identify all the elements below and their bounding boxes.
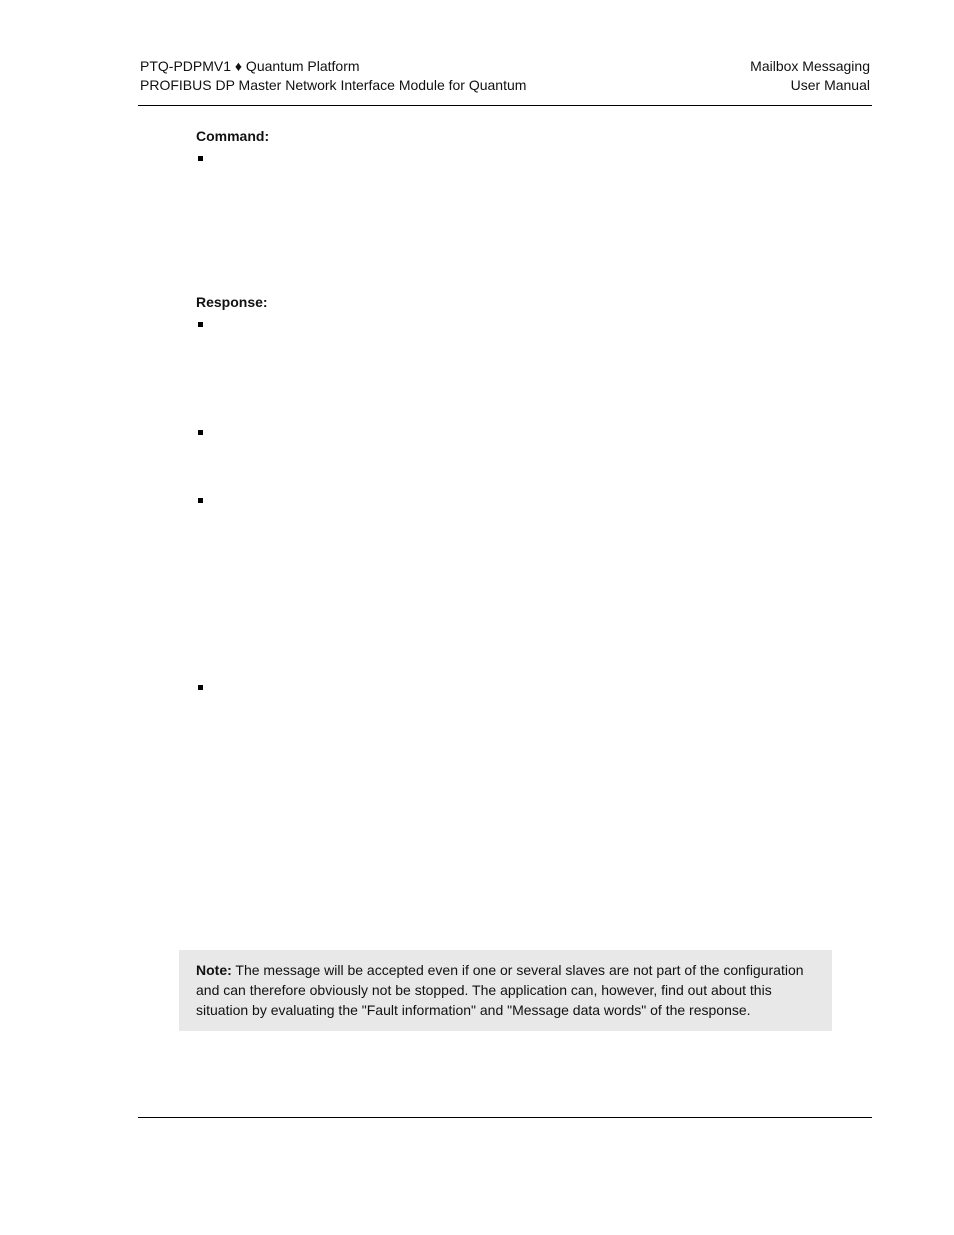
response-bullet-3 <box>198 498 203 503</box>
document-header-left <box>140 57 526 95</box>
manual-type: User Manual <box>790 77 870 93</box>
command-bullet-1 <box>198 156 203 161</box>
command-heading: Command: <box>196 128 270 144</box>
document-header-right <box>750 57 870 95</box>
response-heading: Response: <box>196 294 268 310</box>
note-text: The message will be accepted even if one or several slaves are not part of the configuration and can therefore obviously not be stopped. The application can, however, find out about this situation by evaluating the "Fault information" and "Message data words" of the response. <box>196 962 804 1018</box>
note-box <box>179 950 832 1031</box>
header-divider <box>138 105 872 106</box>
footer-divider <box>138 1117 872 1118</box>
response-bullet-2 <box>198 430 203 435</box>
chapter-title: Mailbox Messaging <box>750 58 870 74</box>
product-title: PTQ-PDPMV1 ♦ Quantum Platform <box>140 58 360 74</box>
response-bullet-1 <box>198 322 203 327</box>
product-subtitle: PROFIBUS DP Master Network Interface Module for Quantum <box>140 77 527 93</box>
response-bullet-4 <box>198 685 203 690</box>
note-label: Note: <box>196 962 232 978</box>
